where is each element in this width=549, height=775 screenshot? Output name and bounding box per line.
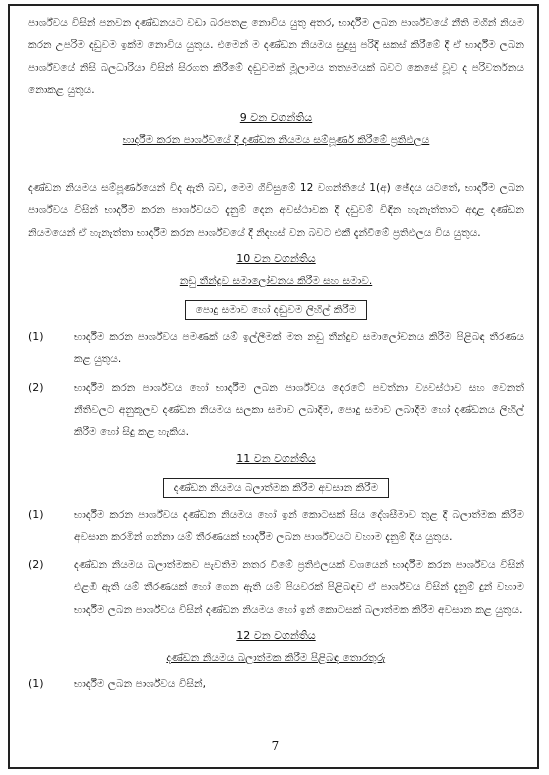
section-9-subheading: භාර්දීම කරන පාර්ශ්වයේ දී දණ්ඩන නියමය සම්පූර්ණ කිරීමේ ප්‍රතිඵලය	[122, 134, 430, 147]
section-12-item-1	[28, 673, 524, 695]
item-number: (2)	[28, 380, 44, 394]
item-text: භාර්දීම කරන පාර්ශ්වය හෝ භාර්දීම ලබන පාර්ශ්වය දෙරටේ පවත්නා ව්‍යවස්ථාව සහ වෙනත් නීතිවලට අනුකූලව දණ්ඩන නියමය සලකා සමාව ලබාදීම, පොදු සමාව ලබාදීම හෝ දණ්ඩනය ලිහිල් කිරීම හෝ සිදු කළ හැකිය.	[74, 381, 524, 439]
section-9-heading: 9 වන වගන්තිය	[239, 111, 313, 125]
item-number: (1)	[28, 507, 44, 521]
item-text: දණ්ඩන නියමය බලාත්මකව පැවතිම නතර වීමේ ප්‍රතිඵලයක් වශයෙන් භාර්දීම කරන පාර්ශ්වය විසින් එළඹී ඇති යම් තීරණයක් හෝ ගෙන ඇති යම් පියවරක් පිළිබඳව ඒ පාර්ශ්වය විසින් දැනුම් දුන් වහාම භාර්දීම ලබන පාර්ශ්වය විසින් දණ්ඩන නියමය හෝ ඉන් කොටසක් බලාත්මක කිරීම අවසාන කළ යුතුය.	[74, 559, 524, 616]
section-10-heading: 10 වන වගන්තිය	[236, 252, 316, 266]
section-11	[28, 450, 524, 621]
section-12-heading: 12 වන වගන්තිය	[236, 629, 316, 643]
item-number: (1)	[28, 677, 44, 691]
section-11-box-title: දණ්ඩන නියමය බලාත්මක කිරීම අවසාන කිරීම	[163, 478, 389, 498]
section-11-heading: 11 වන වගන්තිය	[236, 451, 316, 465]
section-10	[28, 250, 524, 443]
intro-paragraph: පාර්ශ්වය විසින් පනවන දණ්ඩනයට වඩා බරපතළ නොවිය යුතු අතර, භාර්දීම ලබන පාර්ශ්වයේ නීති මගින් නියම කරන උපරිම දඩුවම ඉක්ම නොවිය යුතුය. එමෙන් ම දණ්ඩන නියමය සුදුසු පරිදි සකස් කිරීමේ දී ඒ භාර්දීම ලබන පාර්ශ්වයේ නිසි බලධාරියා විසින් සිරගත කිරීමේ දඬුවමක් මූලාමය තත්‍යමයක් බවට කෙසේ වූව ද පරිවර්තනය නොකළ යුතුය.	[28, 17, 524, 96]
section-10-item-2	[28, 377, 524, 444]
section-9-paragraph: දණ්ඩන නියමය සම්පූර්ණයෙන් විද ඇති බව, මෙම ගිවිසුමේ 12 වගන්තියේ 1(අ) ඡේදය යටතේ, භාර්දීම ලබන පාර්ශ්වය විසින් භාර්දීම කරන පාර්ශ්වයට දැනුම් දෙන අවස්ථාවක දී දඩුවම් විඳින හැනැත්තාට අදාළ දණ්ඩන නියමයෙන් ඒ හැනැත්තා භාර්දීම කරන පාර්ශ්වයේ දී නිදහස් වන බවට එකී දැන්වීමේ ප්‍රතිඵලය විය යුතුය.	[28, 182, 524, 239]
item-text: භාර්දීම කරන පාර්ශ්වය පමණක් යම් ඉල්ලීමක් මත නඩු තීන්දුව සමාලෝචනය කිරීම පිළිබඳ තීරණය කළ යුතුය.	[74, 331, 524, 366]
section-9	[28, 109, 524, 244]
item-number: (2)	[28, 558, 44, 572]
page-frame	[8, 4, 539, 769]
section-10-item-1	[28, 326, 524, 371]
section-11-item-1	[28, 504, 524, 549]
item-text: භාර්දීම කරන පාර්ශ්වය දණ්ඩන නියමය හෝ ඉන් කොටසක් සිය දේශසීමාව තුළ දී බලාත්මක කිරීම අවසාන කරමින් ගන්නා යම් තීරණයක් භාර්දීම ලබන පාර්ශ්වයට වහාම දැනුම් දිය යුතුය.	[74, 508, 524, 543]
section-11-item-2	[28, 554, 524, 621]
page-number: 7	[271, 739, 280, 753]
item-number: (1)	[28, 330, 44, 344]
page-content	[28, 12, 524, 695]
item-text: භාර්දීම ලබන පාර්ශ්වය විසින්,	[74, 678, 206, 691]
section-10-box-title: පොදු සමාව හෝ දඬුවම ලිහිල් කිරීම	[185, 300, 368, 320]
section-12	[28, 627, 524, 695]
section-10-subheading: නඩු තීන්දුව සමාලෝචනය කිරීම සහ සමාව.	[179, 275, 373, 288]
section-12-subheading: දණ්ඩන නියමය බලාත්මක කිරීම පිළිබඳ තොරතුරු	[166, 652, 386, 665]
